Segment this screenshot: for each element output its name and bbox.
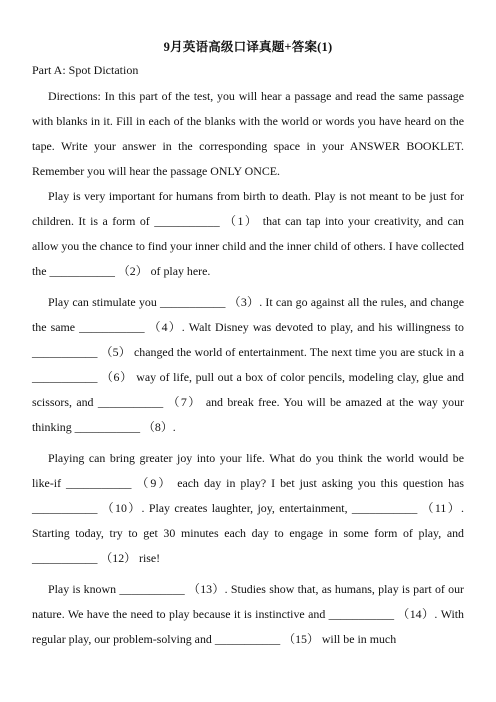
body-paragraph-2: Play can stimulate you ___________ （3）. It can go against all the rules, and change the same ___________ （4）. Walt Disney was devoted to play, and his willingness to ___________ （5） changed the world of entertainment. The next time you are stuck in a ___________ （6） way of life, pull out a box of color pencils, modeling clay, glue and scissors, and ___________ （7） and break free. You will be amazed at the way your thinking ___________ （8）.: [32, 295, 464, 434]
document-body: [32, 84, 464, 652]
body-paragraph-1: Play is very important for humans from birth to death. Play is not meant to be just for children. It is a form of ___________ （1） that can tap into your creativity, and can allow you the chance to find your inner child and the inner child of others. I have collected the ___________ （2） of play here.: [32, 189, 464, 278]
part-heading: Part A: Spot Dictation: [32, 63, 139, 77]
directions-paragraph: Directions: In this part of the test, you will hear a passage and read the same passage with blanks in it. Fill in each of the blanks with the world or words you have heard on the tape. Write your answer in the corresponding space in your ANSWER BOOKLET. Remember you will hear the passage ONLY ONCE.: [32, 89, 464, 178]
document-title: 9月英语高级口译真题+答案(1): [163, 40, 333, 54]
body-paragraph-3: Playing can bring greater joy into your life. What do you think the world would be like-if ___________ （9） each day in play? I bet just asking you this question has ___________ （10）. Play creates laughter, joy, entertainment, ___________ （11）. Starting today, try to get 30 minutes each day to engage in some form of play, and ___________ （12） rise!: [32, 451, 464, 565]
body-paragraph-4: Play is known ___________ （13）. Studies show that, as humans, play is part of our nature. We have the need to play because it is instinctive and ___________ （14）. With regular play, our problem-solving and ___________ （15） will be in much: [32, 582, 464, 646]
